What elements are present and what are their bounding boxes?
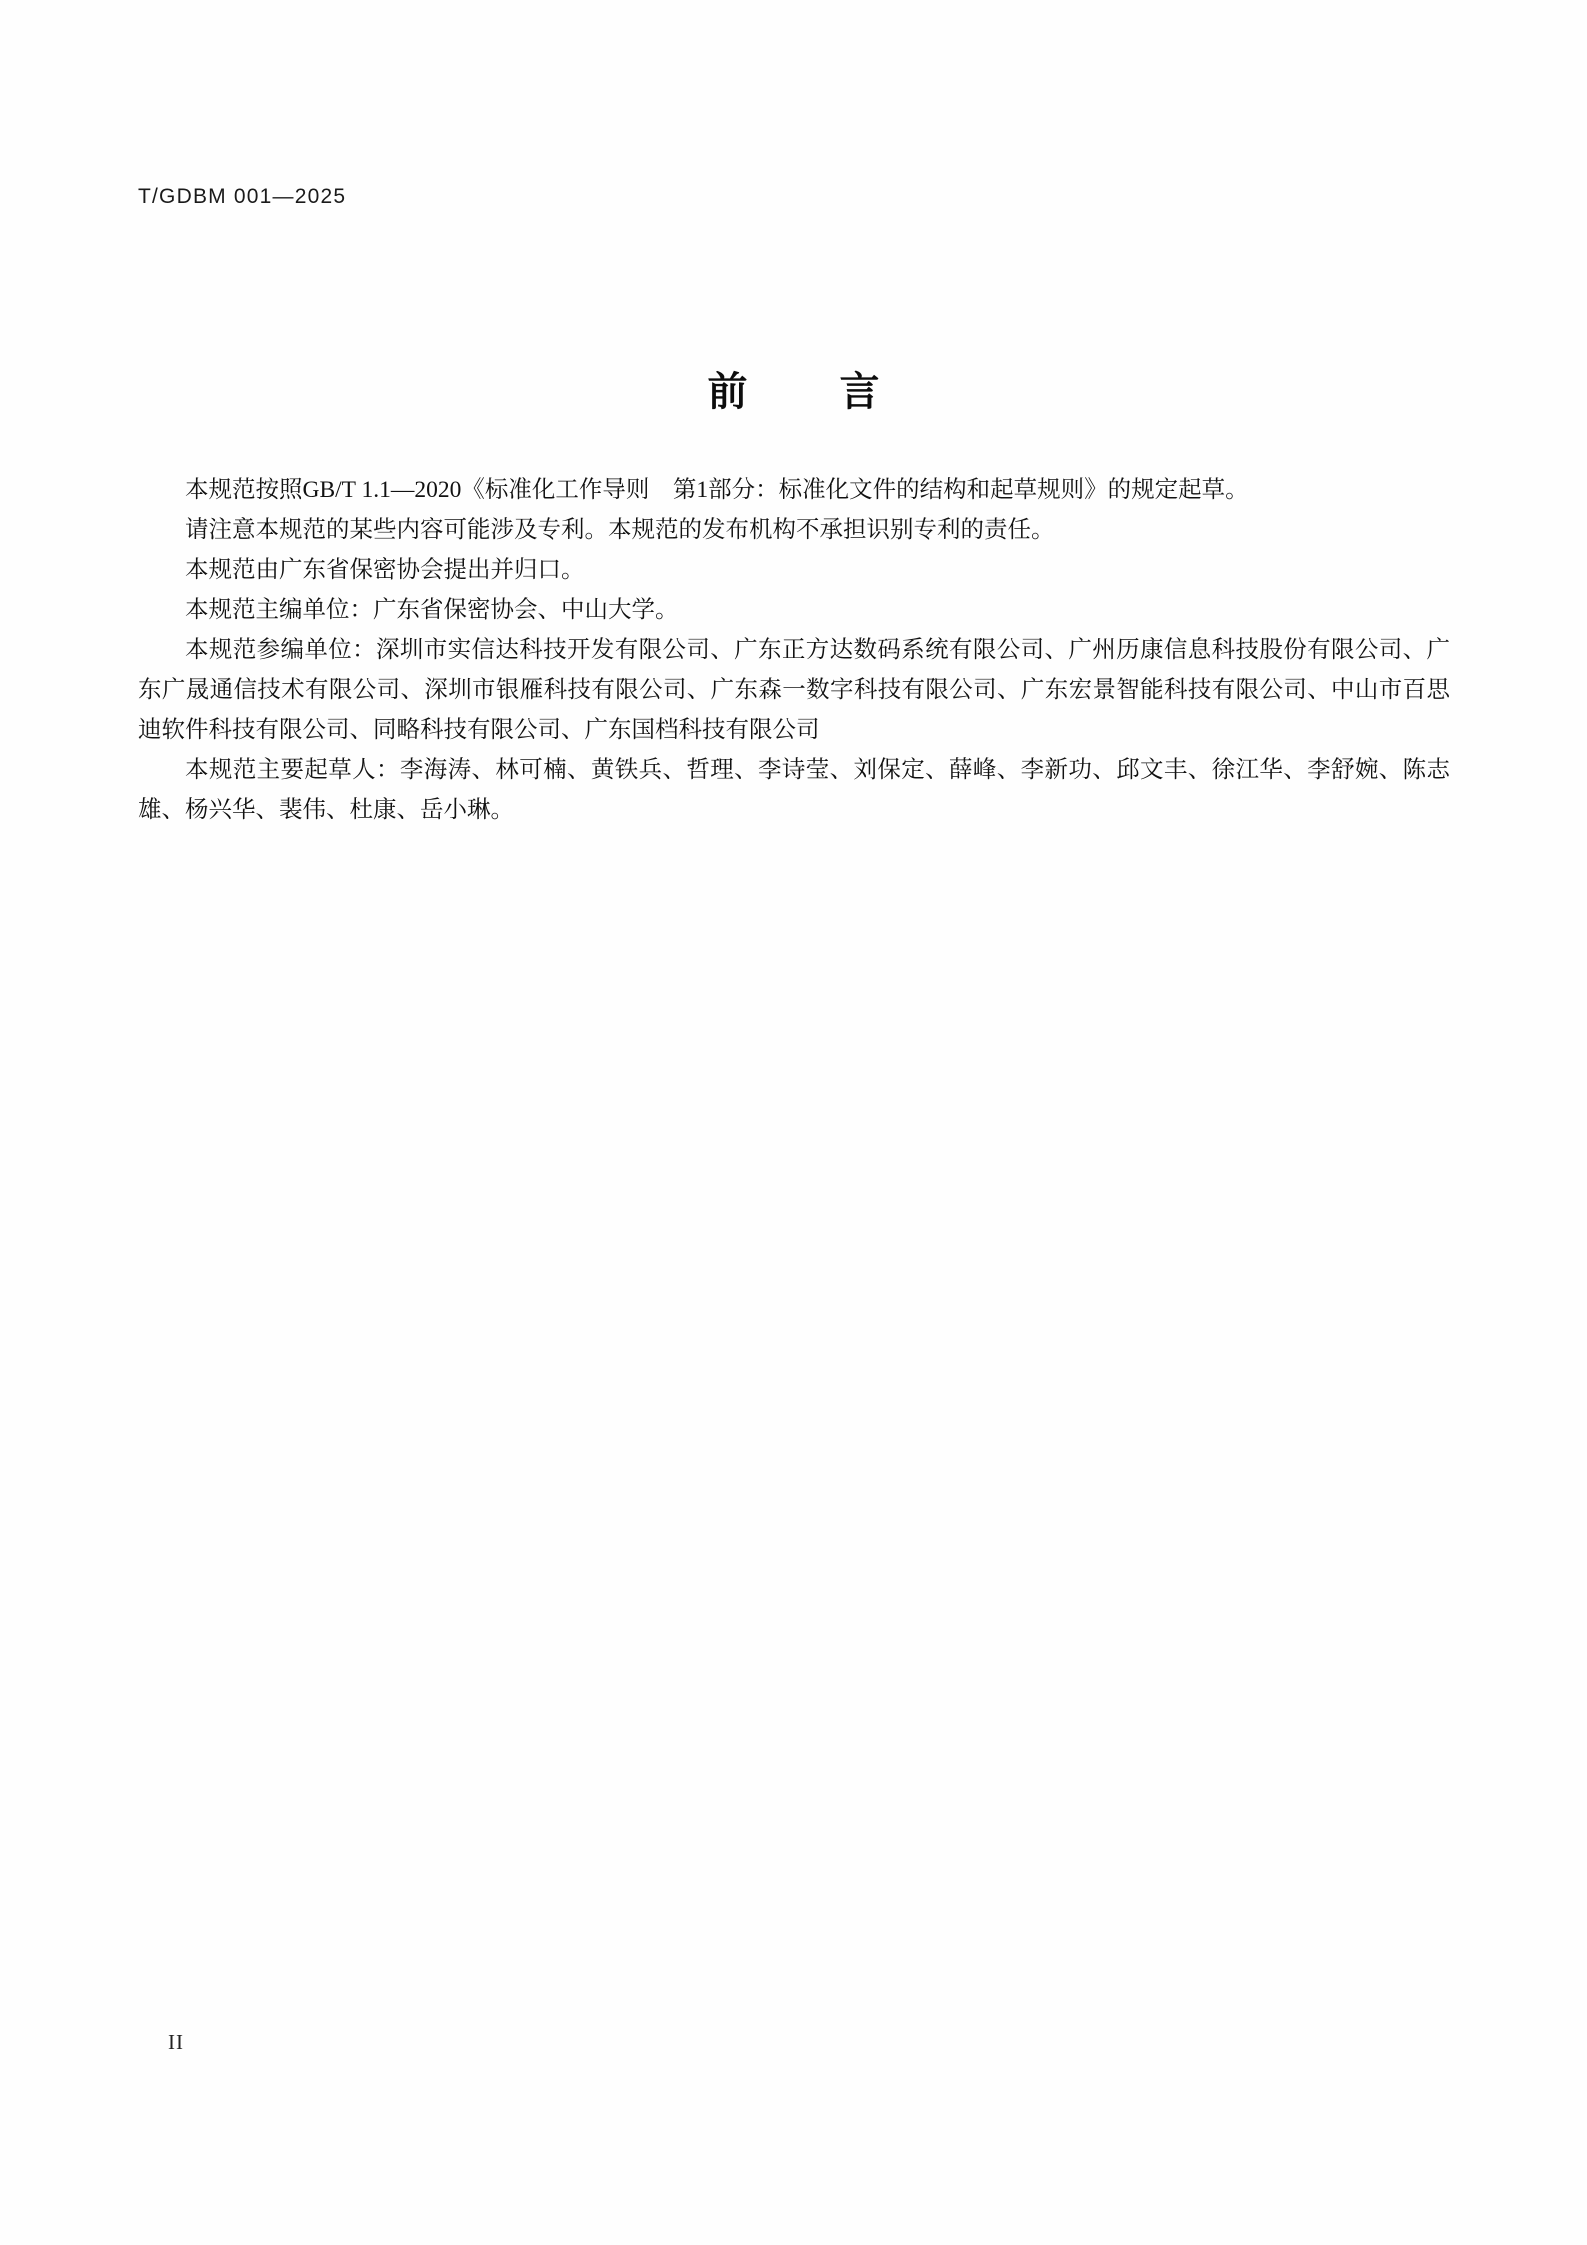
standard-number-header: T/GDBM 001—2025	[138, 185, 347, 208]
foreword-body	[138, 470, 1450, 830]
paragraph: 本规范参编单位：深圳市实信达科技开发有限公司、广东正方达数码系统有限公司、广州历康信息科技股份有限公司、广东广晟通信技术有限公司、深圳市银雁科技有限公司、广东森一数字科技有限公司、广东宏景智能科技有限公司、中山市百思迪软件科技有限公司、同略科技有限公司、广东国档科技有限公司	[138, 637, 1450, 743]
page-number: II	[168, 2030, 184, 2054]
page-title: 前 言	[707, 369, 906, 414]
paragraph: 本规范主要起草人：李海涛、林可楠、黄铁兵、哲理、李诗莹、刘保定、薛峰、李新功、邱文丰、徐江华、李舒婉、陈志雄、杨兴华、裴伟、杜康、岳小琳。	[138, 757, 1450, 823]
paragraph: 本规范主编单位：广东省保密协会、中山大学。	[185, 597, 679, 623]
paragraph: 本规范按照GB/T 1.1—2020《标准化工作导则 第1部分：标准化文件的结构和起草规则》的规定起草。	[185, 477, 1249, 503]
paragraph: 请注意本规范的某些内容可能涉及专利。本规范的发布机构不承担识别专利的责任。	[185, 517, 1055, 543]
paragraph: 本规范由广东省保密协会提出并归口。	[185, 557, 585, 583]
